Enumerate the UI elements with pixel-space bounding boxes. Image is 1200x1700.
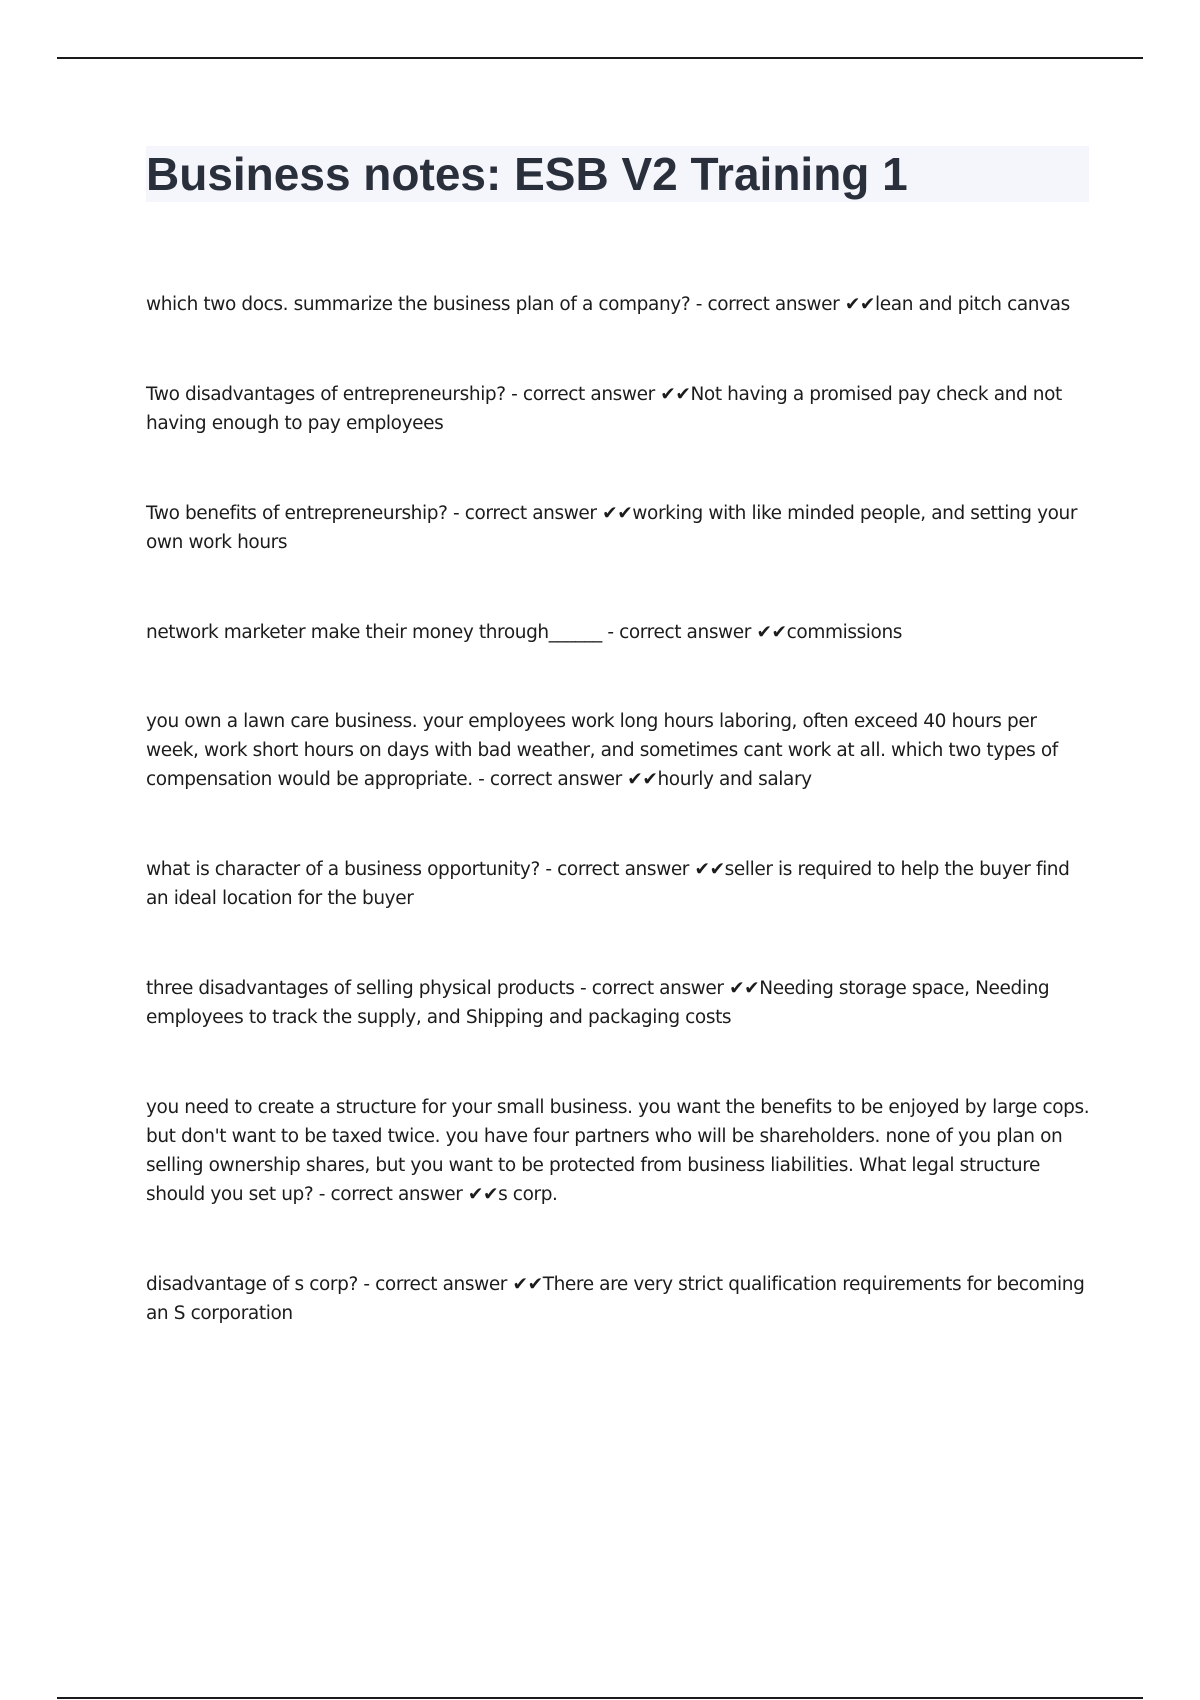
qa-list bbox=[146, 290, 1091, 1389]
header-rule bbox=[57, 57, 1143, 59]
document-title: Business notes: ESB V2 Training 1 bbox=[146, 148, 908, 200]
footer-rule bbox=[57, 1697, 1143, 1699]
qa-item: disadvantage of s corp? - correct answer ✔✔There are very strict qualification requirements for becoming an S corporation bbox=[146, 1274, 1085, 1324]
qa-item: what is character of a business opportunity? - correct answer ✔✔seller is required to help the buyer find an ideal location for the buyer bbox=[146, 859, 1070, 909]
qa-item: Two benefits of entrepreneurship? - correct answer ✔✔working with like minded people, and setting your own work hours bbox=[146, 503, 1078, 553]
qa-item: which two docs. summarize the business plan of a company? - correct answer ✔✔lean and pitch canvas bbox=[146, 294, 1070, 315]
qa-item: you own a lawn care business. your employees work long hours laboring, often exceed 40 hours per week, work short hours on days with bad weather, and sometimes cant work at all. which two types of compensation would be appropriate. - correct answer ✔✔hourly and salary bbox=[146, 711, 1058, 790]
title-banner bbox=[146, 146, 1089, 202]
qa-item: network marketer make their money through______ - correct answer ✔✔commissions bbox=[146, 622, 903, 643]
qa-item: you need to create a structure for your small business. you want the benefits to be enjoyed by large cops. but don't want to be taxed twice. you have four partners who will be shareholders. none of you plan on selling ownership shares, but you want to be protected from business liabilities. What legal structure should you set up? - correct answer ✔✔s corp. bbox=[146, 1097, 1090, 1205]
qa-item: three disadvantages of selling physical products - correct answer ✔✔Needing storage space, Needing employees to track the supply, and Shipping and packaging costs bbox=[146, 978, 1050, 1028]
qa-item: Two disadvantages of entrepreneurship? - correct answer ✔✔Not having a promised pay check and not having enough to pay employees bbox=[146, 384, 1062, 434]
